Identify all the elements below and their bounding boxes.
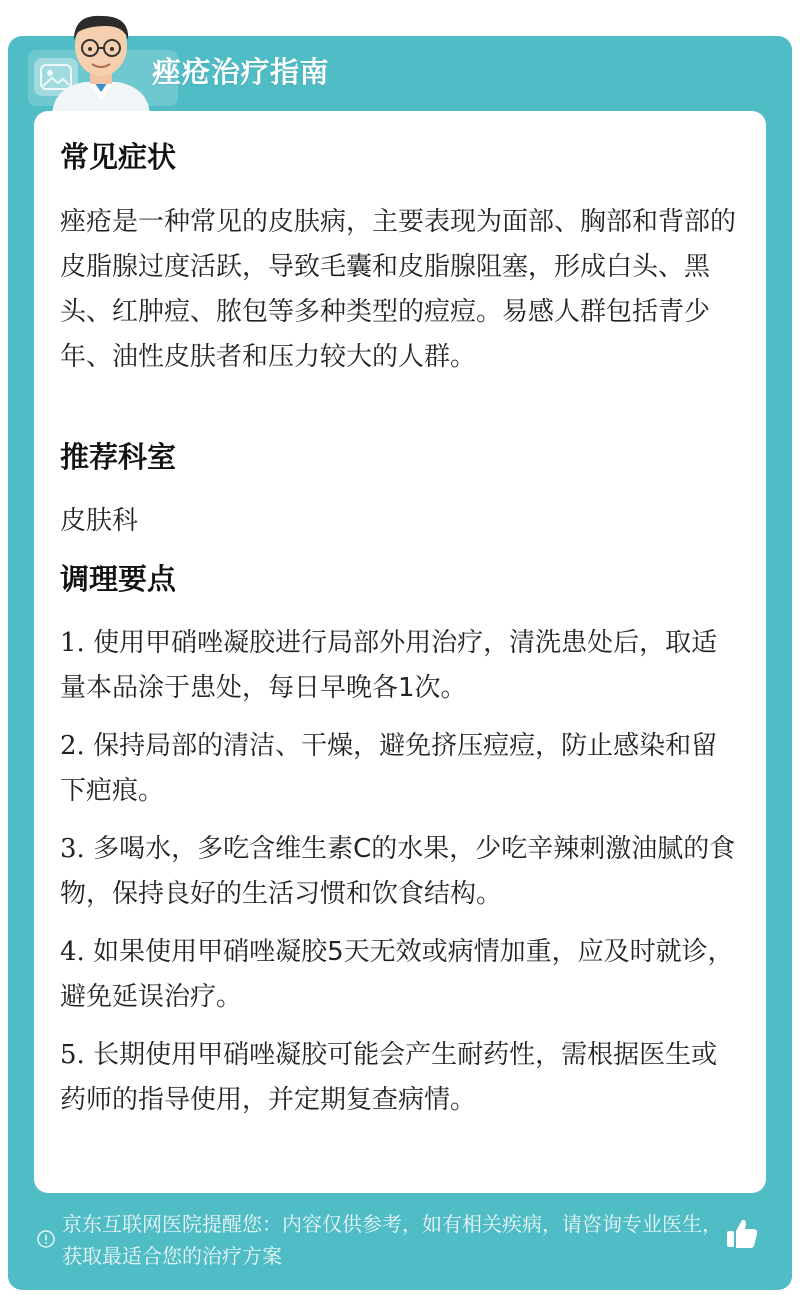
thumbs-up-icon[interactable] (724, 1216, 760, 1252)
care-item: 1. 使用甲硝唑凝胶进行局部外用治疗，清洗患处后，取适量本品涂于患处，每日早晚各1次。 (60, 628, 718, 703)
department-text: 皮肤科 (60, 506, 139, 536)
symptoms-heading: 常见症状 (60, 140, 177, 174)
doctor-avatar (44, 8, 158, 114)
department-heading: 推荐科室 (60, 440, 177, 474)
page-title: 痤疮治疗指南 (152, 55, 330, 89)
disclaimer-text: 京东互联网医院提醒您：内容仅供参考，如有相关疾病，请咨询专业医生，获取最适合您的治疗方案 (62, 1212, 722, 1268)
care-item: 5. 长期使用甲硝唑凝胶可能会产生耐药性，需根据医生或药师的指导使用，并定期复查病情。 (60, 1040, 718, 1115)
care-list (60, 621, 742, 1136)
care-heading: 调理要点 (60, 562, 177, 596)
symptoms-text: 痤疮是一种常见的皮肤病，主要表现为面部、胸部和背部的皮脂腺过度活跃，导致毛囊和皮脂腺阻塞，形成白头、黑头、红肿痘、脓包等多种类型的痘痘。易感人群包括青少年、油性皮肤者和压力较大的人群。 (60, 207, 737, 372)
care-item: 2. 保持局部的清洁、干燥，避免挤压痘痘，防止感染和留下疤痕。 (60, 731, 718, 806)
content-panel (34, 111, 766, 1193)
care-item: 4. 如果使用甲硝唑凝胶5天无效或病情加重，应及时就诊，避免延误治疗。 (60, 937, 734, 1012)
info-icon (37, 1230, 55, 1248)
care-item: 3. 多喝水，多吃含维生素C的水果，少吃辛辣刺激油腻的食物，保持良好的生活习惯和饮食结构。 (60, 834, 736, 909)
